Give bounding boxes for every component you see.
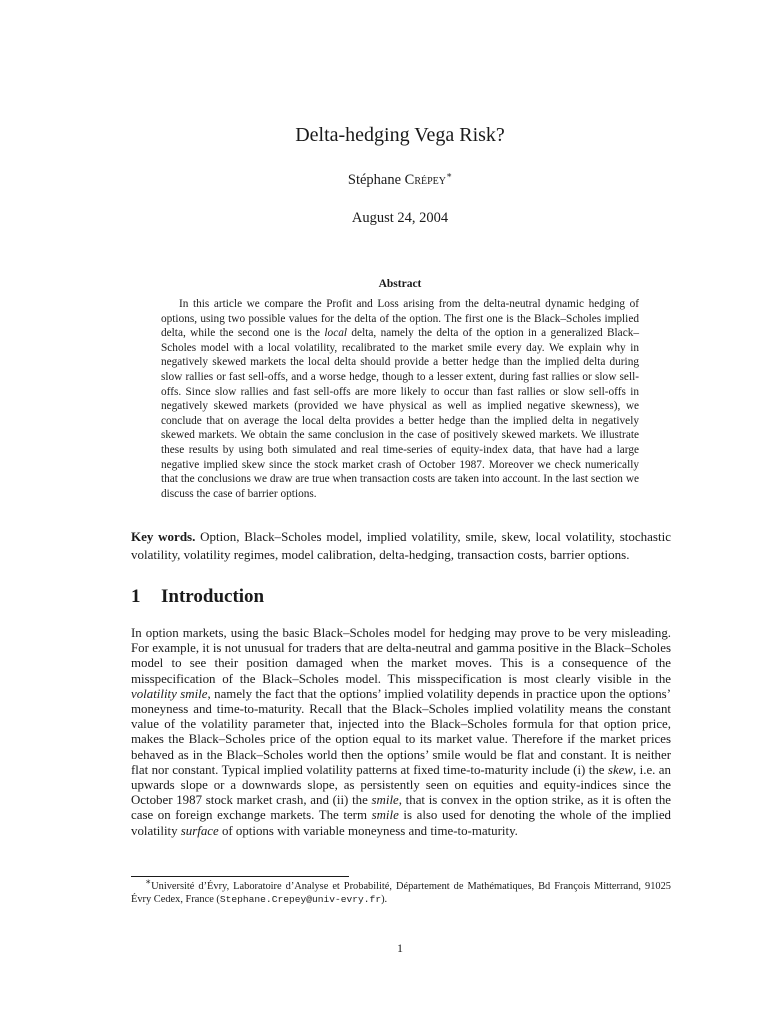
abstract-text: delta, namely the delta of the option in a generalized Black–Scholes model with a local volatility, recalibrated to the market smile every day. We explain why in negatively skewed markets the local delta should provide a better hedge than the implied delta during slow rallies or fast sell-offs, and a worse hedge, though to a lesser extent, during fast rallies or slow sell-offs. Since slow rallies and fast sell-offs are more likely to occur than fast rallies or slow sell-offs in negatively skewed markets (provided we have physical as well as implied negative skewness), we conclude that on average the local delta provides a better hedge than the implied delta in negatively skewed markets. We obtain the same conclusion in the case of positively skewed markets. We illustrate these results by using both simulated and real time-series of equity-index data, that have had a large negative implied skew since the stock market crash of October 1987. Moreover we check numerically that the conclusions we draw are true when transaction costs are taken into account. In the last section we discuss the case of barrier options. — [161, 327, 640, 500]
intro-emphasis: smile — [371, 808, 399, 823]
intro-text: In option markets, using the basic Black–Scholes model for hedging may prove to be very misleading. For example, it is not unusual for traders that are delta-neutral and gamma positive in the Black–Scholes model to see their position damaged when the market moves. This is a consequence of the misspecification of the Black–Scholes model. This misspecification is most clearly visible in the — [131, 626, 671, 686]
section-number: 1 — [131, 586, 141, 607]
intro-text: , namely the fact that the options’ implied volatility depends in practice upon the options’ moneyness and time-to-maturity. Recall that the Black–Scholes implied volatility means the constant value of the volatility parameter that, injected into the Black–Scholes formula for that option price, makes the Black–Scholes price of the option equal to its market value. Therefore if the market prices behaved as in the Black–Scholes world then the options’ smile would be flat and constant. It is neither flat nor constant. Typical implied volatility patterns at fixed time-to-maturity include (i) the — [131, 686, 671, 777]
keywords-text: Option, Black–Scholes model, implied volatility, smile, skew, local volatility, stochastic volatility, volatility regimes, model calibration, delta-hedging, transaction costs, barrier options. — [131, 529, 671, 562]
abstract-text: In this article we compare the Profit and Loss arising from the delta-neutral dynamic hedging of options, using two possible values for the delta of the option. The first one is the Black–Scholes implied delta, while the second one is the — [161, 298, 639, 340]
footnote-divider — [131, 876, 349, 877]
abstract-heading: Abstract — [378, 278, 422, 290]
intro-text: , i.e. an upwards slope or a downwards slope, as persistently seen on equities and equity-indices since the October 1987 stock market crash, and (ii) the — [131, 762, 671, 808]
paper-date: August 24, 2004 — [351, 210, 449, 226]
intro-text: of options with variable moneyness and time-to-maturity. — [218, 823, 518, 838]
footnote-email[interactable]: Stephane.Crepey@univ-evry.fr — [219, 894, 382, 906]
intro-emphasis: smile — [371, 793, 399, 808]
intro-text: is also used for denoting the whole of the implied volatility — [131, 808, 672, 838]
paper-title: Delta-hedging Vega Risk? — [295, 124, 505, 146]
intro-emphasis: surface — [180, 823, 219, 838]
intro-emphasis: skew — [607, 762, 633, 777]
abstract-body — [161, 297, 639, 501]
page-number: 1 — [397, 941, 403, 955]
section-heading — [131, 586, 264, 608]
keywords-label: Key words. — [131, 529, 196, 544]
footnote — [131, 876, 671, 906]
keywords-paragraph — [131, 528, 671, 563]
footnote-mark: ∗ — [145, 876, 152, 887]
intro-emphasis: volatility smile — [131, 686, 208, 701]
author-last-name: Crépey — [404, 172, 446, 188]
intro-text: , that is convex in the option strike, as it is often the case on foreign exchange markets. The term — [131, 793, 671, 823]
footnote-close: ). — [381, 894, 388, 906]
section-title: Introduction — [161, 586, 265, 607]
author-line — [0, 172, 768, 189]
abstract-emphasis: local — [324, 327, 348, 340]
footnote-text: Université d’Évry, Laboratoire d’Analyse et Probabilité, Département de Mathématiques, Bd François Mitterrand, 91025 Évry Cedex, France ( — [131, 881, 671, 906]
author-first-name: Stéphane — [347, 172, 402, 188]
introduction-paragraph — [131, 626, 671, 839]
author-footnote-mark: ∗ — [446, 170, 453, 181]
